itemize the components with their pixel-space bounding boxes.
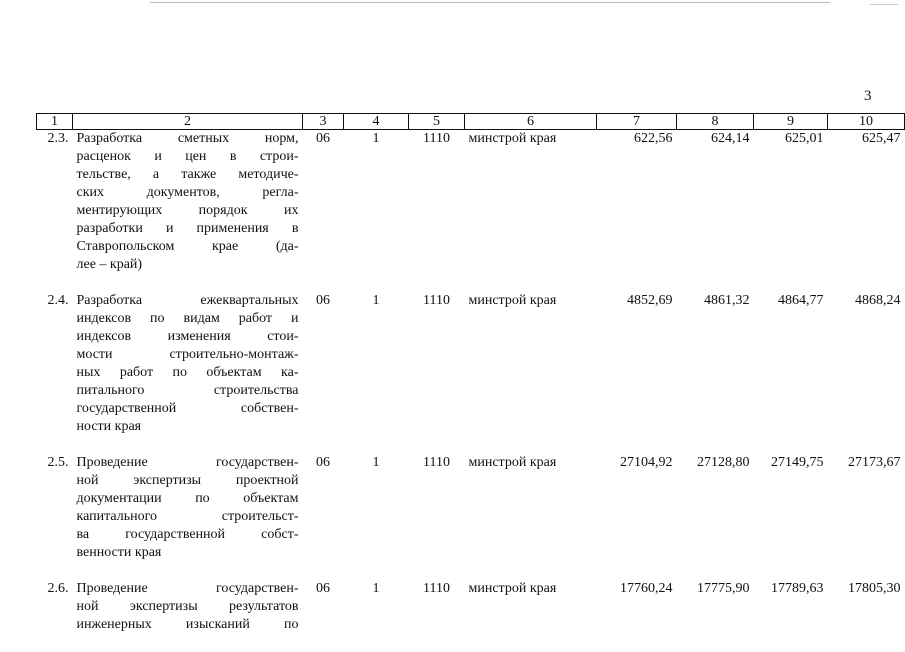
description-line: инженерных изысканий по xyxy=(77,616,299,634)
description-line: тельстве, а также методиче- xyxy=(77,166,299,184)
cell-col-5: 1110 xyxy=(409,580,465,652)
description-line: ных работ по объектам ка- xyxy=(77,364,299,382)
cell-col-6: минстрой края xyxy=(465,454,597,580)
cell-col-7: 27104,92 xyxy=(597,454,677,580)
cell-col-4: 1 xyxy=(344,454,409,580)
cell-col-9: 625,01 xyxy=(754,130,828,293)
header-cell-9: 9 xyxy=(754,114,828,130)
cell-col-6: минстрой края xyxy=(465,292,597,454)
header-cell-1: 1 xyxy=(37,114,73,130)
header-cell-5: 5 xyxy=(409,114,465,130)
description-line: Проведение государствен- xyxy=(77,454,299,472)
scan-top-line xyxy=(150,2,830,3)
cell-col-10: 625,47 xyxy=(828,130,905,293)
row-description xyxy=(73,580,303,652)
description-line: питального строительства xyxy=(77,382,299,400)
description-line: ских документов, регла- xyxy=(77,184,299,202)
description-line: ной экспертизы проектной xyxy=(77,472,299,490)
cell-col-10: 27173,67 xyxy=(828,454,905,580)
row-description xyxy=(73,292,303,454)
header-cell-8: 8 xyxy=(677,114,754,130)
cell-col-10: 4868,24 xyxy=(828,292,905,454)
cell-col-7: 622,56 xyxy=(597,130,677,293)
cell-col-9: 27149,75 xyxy=(754,454,828,580)
row-description xyxy=(73,454,303,580)
header-cell-4: 4 xyxy=(344,114,409,130)
description-line: Ставропольском крае (да- xyxy=(77,238,299,256)
scan-top-mark xyxy=(870,4,898,5)
description-line: ва государственной собст- xyxy=(77,526,299,544)
cell-col-5: 1110 xyxy=(409,130,465,293)
description-line: индексов по видам работ и xyxy=(77,310,299,328)
table-row xyxy=(37,292,905,454)
page-number: 3 xyxy=(864,88,872,105)
description-line: мости строительно-монтаж- xyxy=(77,346,299,364)
header-cell-2: 2 xyxy=(73,114,303,130)
cell-col-3: 06 xyxy=(303,130,344,293)
description-line: ментирующих порядок их xyxy=(77,202,299,220)
cell-col-6: минстрой края xyxy=(465,130,597,293)
description-line: Проведение государствен- xyxy=(77,580,299,598)
cell-col-3: 06 xyxy=(303,454,344,580)
description-line: ной экспертизы результатов xyxy=(77,598,299,616)
cell-col-10: 17805,30 xyxy=(828,580,905,652)
row-number: 2.6. xyxy=(37,580,73,652)
description-line: ности края xyxy=(77,418,299,436)
cell-col-8: 27128,80 xyxy=(677,454,754,580)
cell-col-9: 17789,63 xyxy=(754,580,828,652)
cell-col-8: 624,14 xyxy=(677,130,754,293)
description-line: капитального строительст- xyxy=(77,508,299,526)
description-line: лее – край) xyxy=(77,256,299,274)
cell-col-8: 17775,90 xyxy=(677,580,754,652)
cell-col-3: 06 xyxy=(303,292,344,454)
header-cell-3: 3 xyxy=(303,114,344,130)
cell-col-6: минстрой края xyxy=(465,580,597,652)
description-line: Разработка ежеквартальных xyxy=(77,292,299,310)
header-cell-6: 6 xyxy=(465,114,597,130)
row-number: 2.5. xyxy=(37,454,73,580)
description-line: расценок и цен в строи- xyxy=(77,148,299,166)
cell-col-5: 1110 xyxy=(409,454,465,580)
description-line: документации по объектам xyxy=(77,490,299,508)
table-row xyxy=(37,130,905,293)
cell-col-7: 4852,69 xyxy=(597,292,677,454)
cell-col-7: 17760,24 xyxy=(597,580,677,652)
table-row xyxy=(37,454,905,580)
description-line: государственной собствен- xyxy=(77,400,299,418)
row-number: 2.4. xyxy=(37,292,73,454)
cell-col-4: 1 xyxy=(344,580,409,652)
description-line: индексов изменения стои- xyxy=(77,328,299,346)
budget-table xyxy=(36,113,905,652)
description-line: венности края xyxy=(77,544,299,562)
header-cell-10: 10 xyxy=(828,114,905,130)
description-line: Разработка сметных норм, xyxy=(77,130,299,148)
description-line: разработки и применения в xyxy=(77,220,299,238)
table-row xyxy=(37,580,905,652)
row-number: 2.3. xyxy=(37,130,73,293)
table-body xyxy=(37,130,905,652)
row-description xyxy=(73,130,303,293)
header-cell-7: 7 xyxy=(597,114,677,130)
cell-col-9: 4864,77 xyxy=(754,292,828,454)
cell-col-5: 1110 xyxy=(409,292,465,454)
cell-col-4: 1 xyxy=(344,292,409,454)
cell-col-8: 4861,32 xyxy=(677,292,754,454)
header-row xyxy=(37,114,905,130)
cell-col-4: 1 xyxy=(344,130,409,293)
cell-col-3: 06 xyxy=(303,580,344,652)
